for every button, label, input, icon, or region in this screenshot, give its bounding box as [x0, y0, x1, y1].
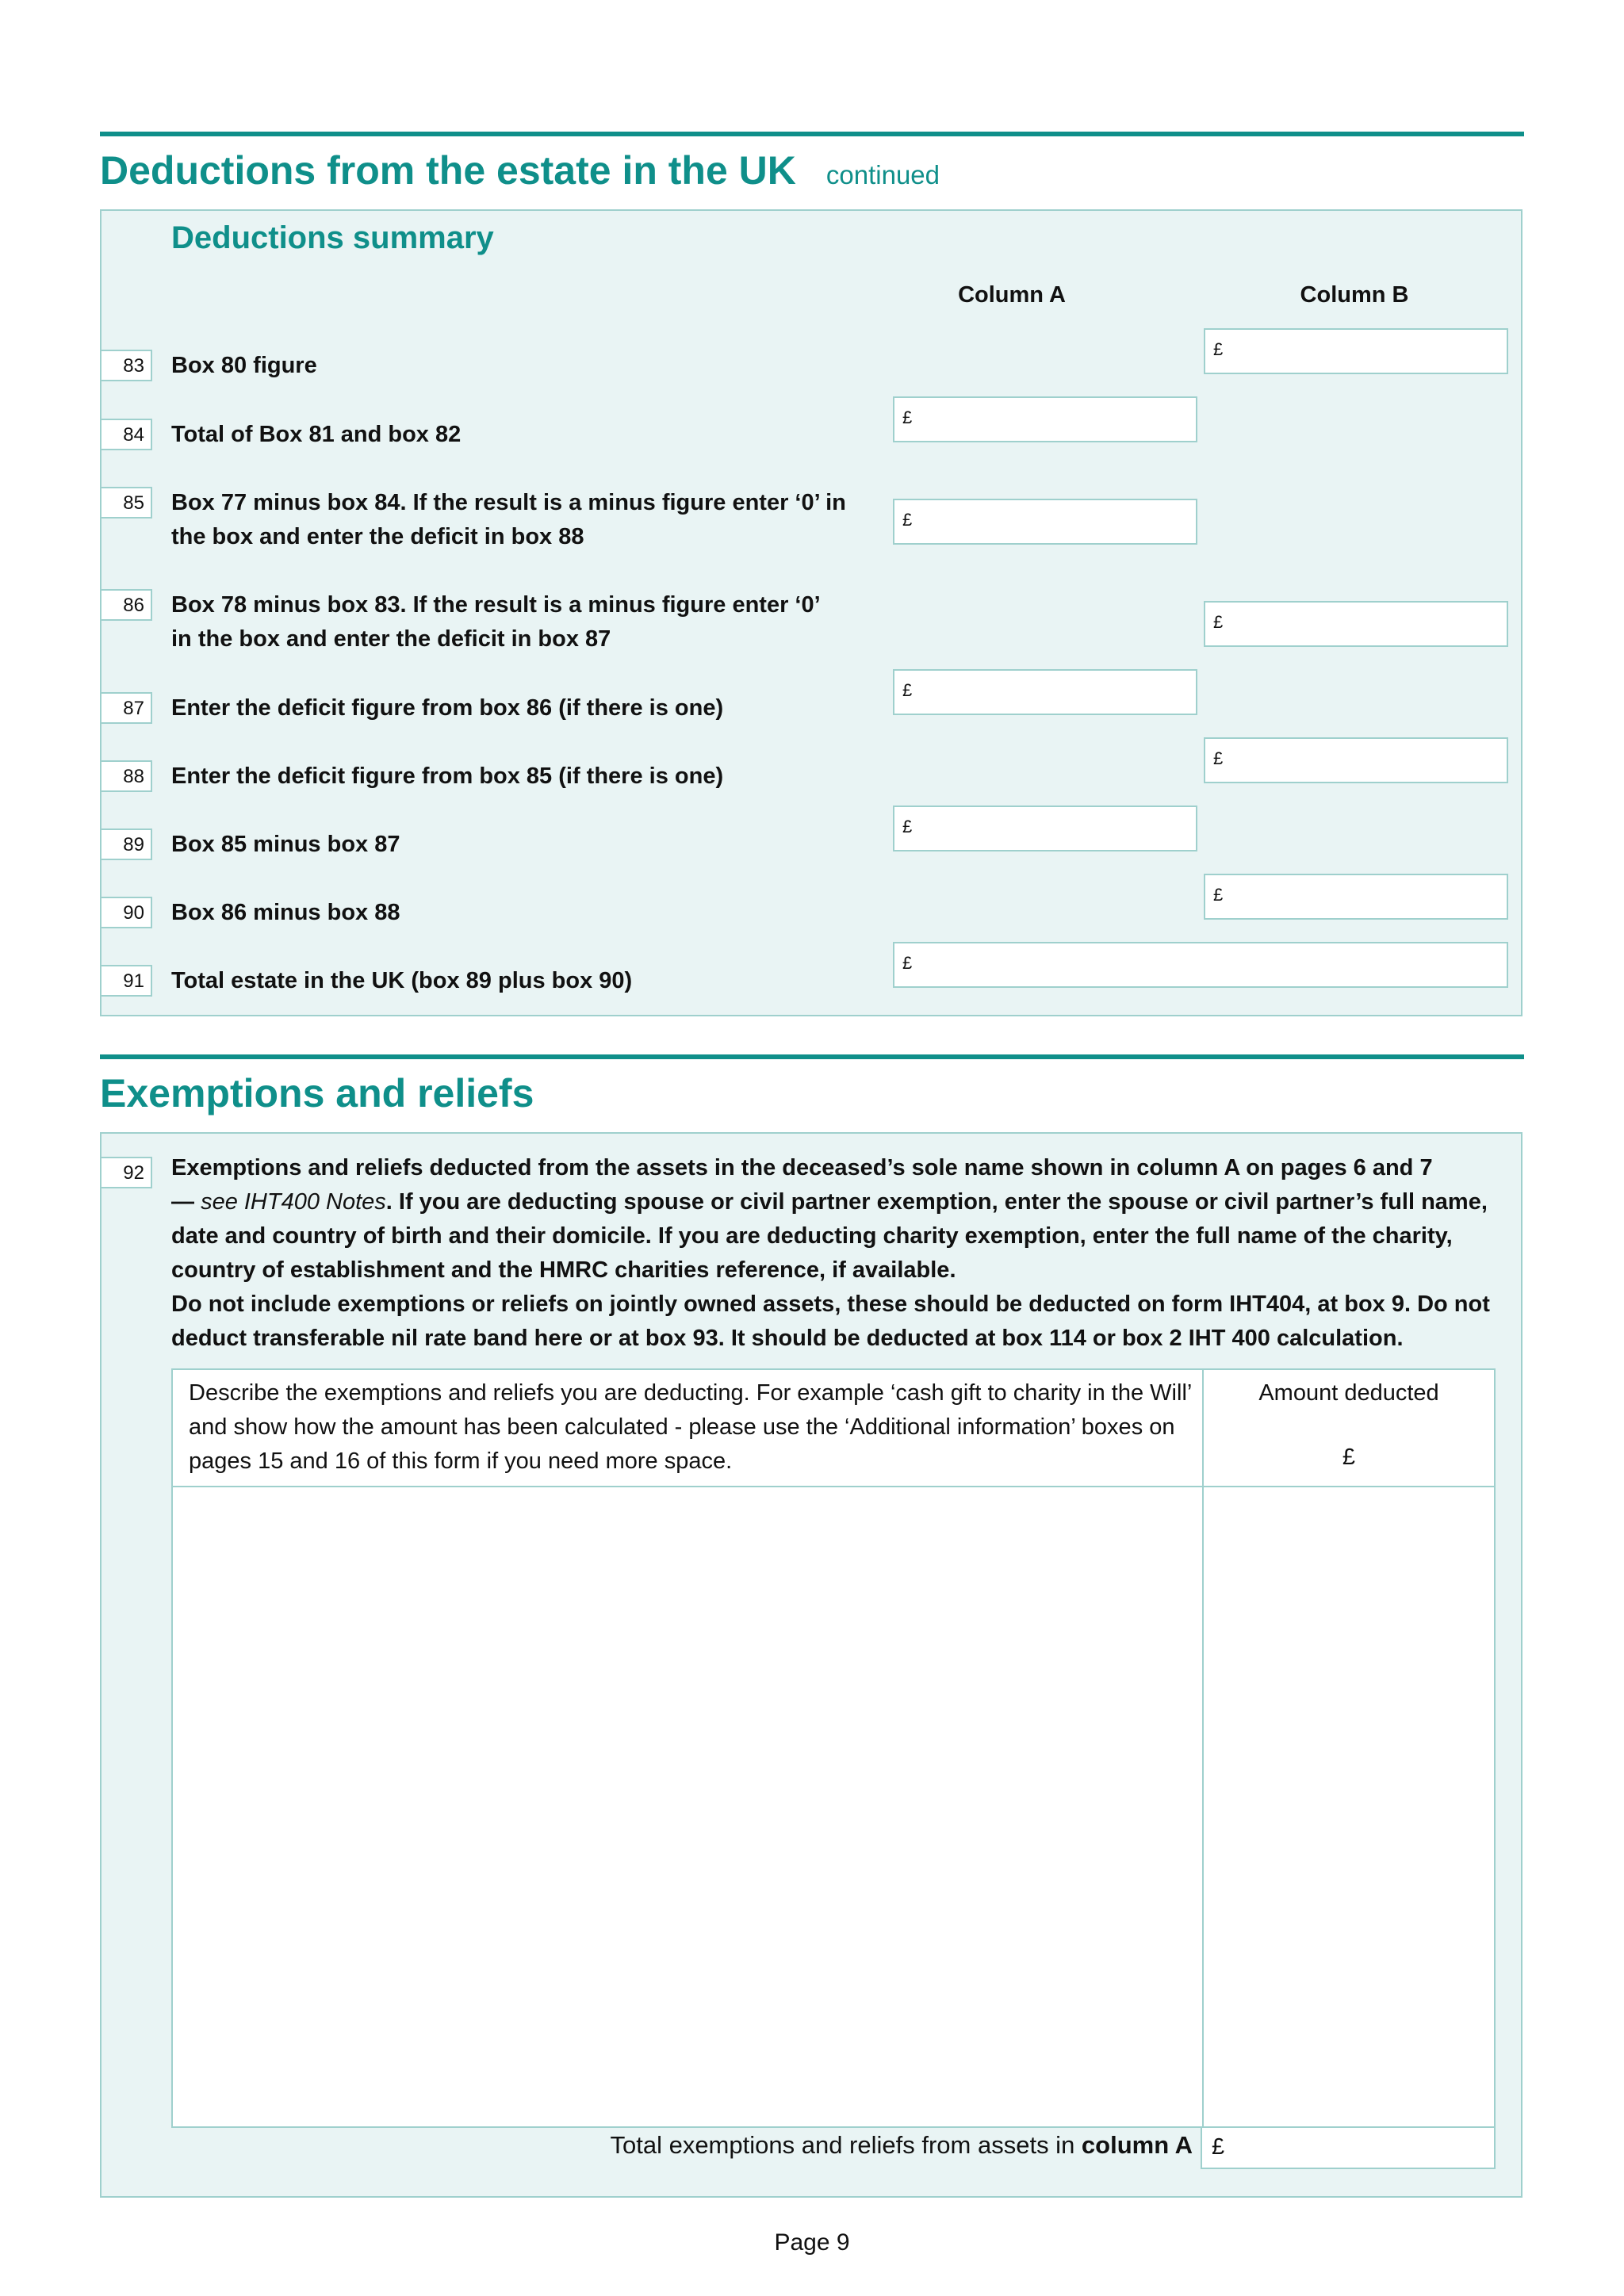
box-number-89: 89: [100, 828, 152, 860]
box-number-85: 85: [100, 487, 152, 519]
box-89-input[interactable]: [893, 806, 1197, 851]
box-number-90: 90: [100, 897, 152, 928]
exemptions-description-area[interactable]: [173, 1487, 1202, 2125]
box-number-87: 87: [100, 692, 152, 724]
box-86-label: Box 78 minus box 83. If the result is a minus figure enter ‘0’ in the box and enter the deficit in box 87: [171, 592, 821, 652]
currency-symbol: £: [1213, 612, 1224, 632]
box-number-88: 88: [100, 760, 152, 792]
currency-symbol: £: [902, 510, 913, 530]
box-90-label: Box 86 minus box 88: [171, 900, 400, 925]
box-89-label: Box 85 minus box 87: [171, 832, 400, 857]
box-87-label: Enter the deficit figure from box 86 (if there is one): [171, 695, 724, 721]
total-exemptions-label: Total exemptions and reliefs from assets in column A: [610, 2131, 1193, 2159]
box-number-86: 86: [100, 589, 152, 621]
exemptions-table: [171, 1368, 1496, 2128]
box-number-91: 91: [100, 965, 152, 997]
section-title-exemptions: Exemptions and reliefs: [100, 1071, 534, 1115]
box-number-92: 92: [100, 1157, 152, 1188]
box-83-label: Box 80 figure: [171, 353, 317, 378]
box-92-instructions: Exemptions and reliefs deducted from the assets in the deceased’s sole name shown in column A on pages 6 and 7 — see IHT400 Notes. If you are deducting spouse or civil partner exemption, enter the spouse or civil partner’s full name, date and country of birth and their domicile. If you are deducting charity exemption, enter the full name of the charity, country of establishment and the HMRC charities reference, if available. Do not include exemptions or reliefs on jointly owned assets, these should be deducted on form IHT404, at box 9. Do not deduct transferable nil rate band here or at box 93. It should be deducted at box 114 or box 2 IHT 400 calculation.: [171, 1155, 1490, 1351]
currency-symbol: £: [1212, 2134, 1225, 2160]
box-88-label: Enter the deficit figure from box 85 (if there is one): [171, 763, 724, 789]
box-88-input[interactable]: [1204, 737, 1508, 783]
continued-label: continued: [825, 160, 940, 189]
box-number-84: 84: [100, 419, 152, 450]
table-amount-currency: £: [1342, 1445, 1356, 1470]
table-amount-header: Amount deducted: [1258, 1380, 1439, 1406]
box-87-input[interactable]: [893, 669, 1197, 715]
box-86-input[interactable]: [1204, 601, 1508, 647]
box-84-label: Total of Box 81 and box 82: [171, 422, 462, 447]
box-91-input[interactable]: [893, 942, 1508, 988]
exemptions-amount-area[interactable]: [1204, 1487, 1494, 2125]
section-title-deductions: Deductions from the estate in the UK continued: [100, 148, 940, 193]
page-number: Page 9: [774, 2229, 850, 2256]
box-90-input[interactable]: [1204, 874, 1508, 920]
box-number-83: 83: [100, 350, 152, 381]
iht400-notes-reference: see IHT400 Notes: [201, 1189, 386, 1215]
section-rule-deductions: [100, 132, 1524, 136]
currency-symbol: £: [1213, 748, 1224, 768]
currency-symbol: £: [1213, 339, 1224, 359]
currency-symbol: £: [902, 408, 913, 427]
currency-symbol: £: [902, 680, 913, 700]
column-a-header: Column A: [958, 282, 1066, 308]
currency-symbol: £: [902, 817, 913, 836]
currency-symbol: £: [1213, 885, 1224, 905]
section-rule-exemptions: [100, 1054, 1524, 1059]
box-91-label: Total estate in the UK (box 89 plus box 90): [171, 968, 633, 993]
box-84-input[interactable]: [893, 396, 1197, 442]
column-b-header: Column B: [1300, 282, 1409, 308]
box-85-input[interactable]: [893, 499, 1197, 545]
total-exemptions-input[interactable]: [1201, 2126, 1496, 2169]
table-description-header: Describe the exemptions and reliefs you are deducting. For example ‘cash gift to charity in the Will’ and show how the amount has been calculated - please use the ‘Additional information’ boxes on pages 15 and 16 of this form if you need more space.: [189, 1380, 1192, 1474]
currency-symbol: £: [902, 953, 913, 973]
box-85-label: Box 77 minus box 84. If the result is a minus figure enter ‘0’ in the box and enter the deficit in box 88: [171, 490, 846, 549]
deductions-summary-title: Deductions summary: [171, 220, 494, 255]
box-83-input[interactable]: [1204, 328, 1508, 374]
